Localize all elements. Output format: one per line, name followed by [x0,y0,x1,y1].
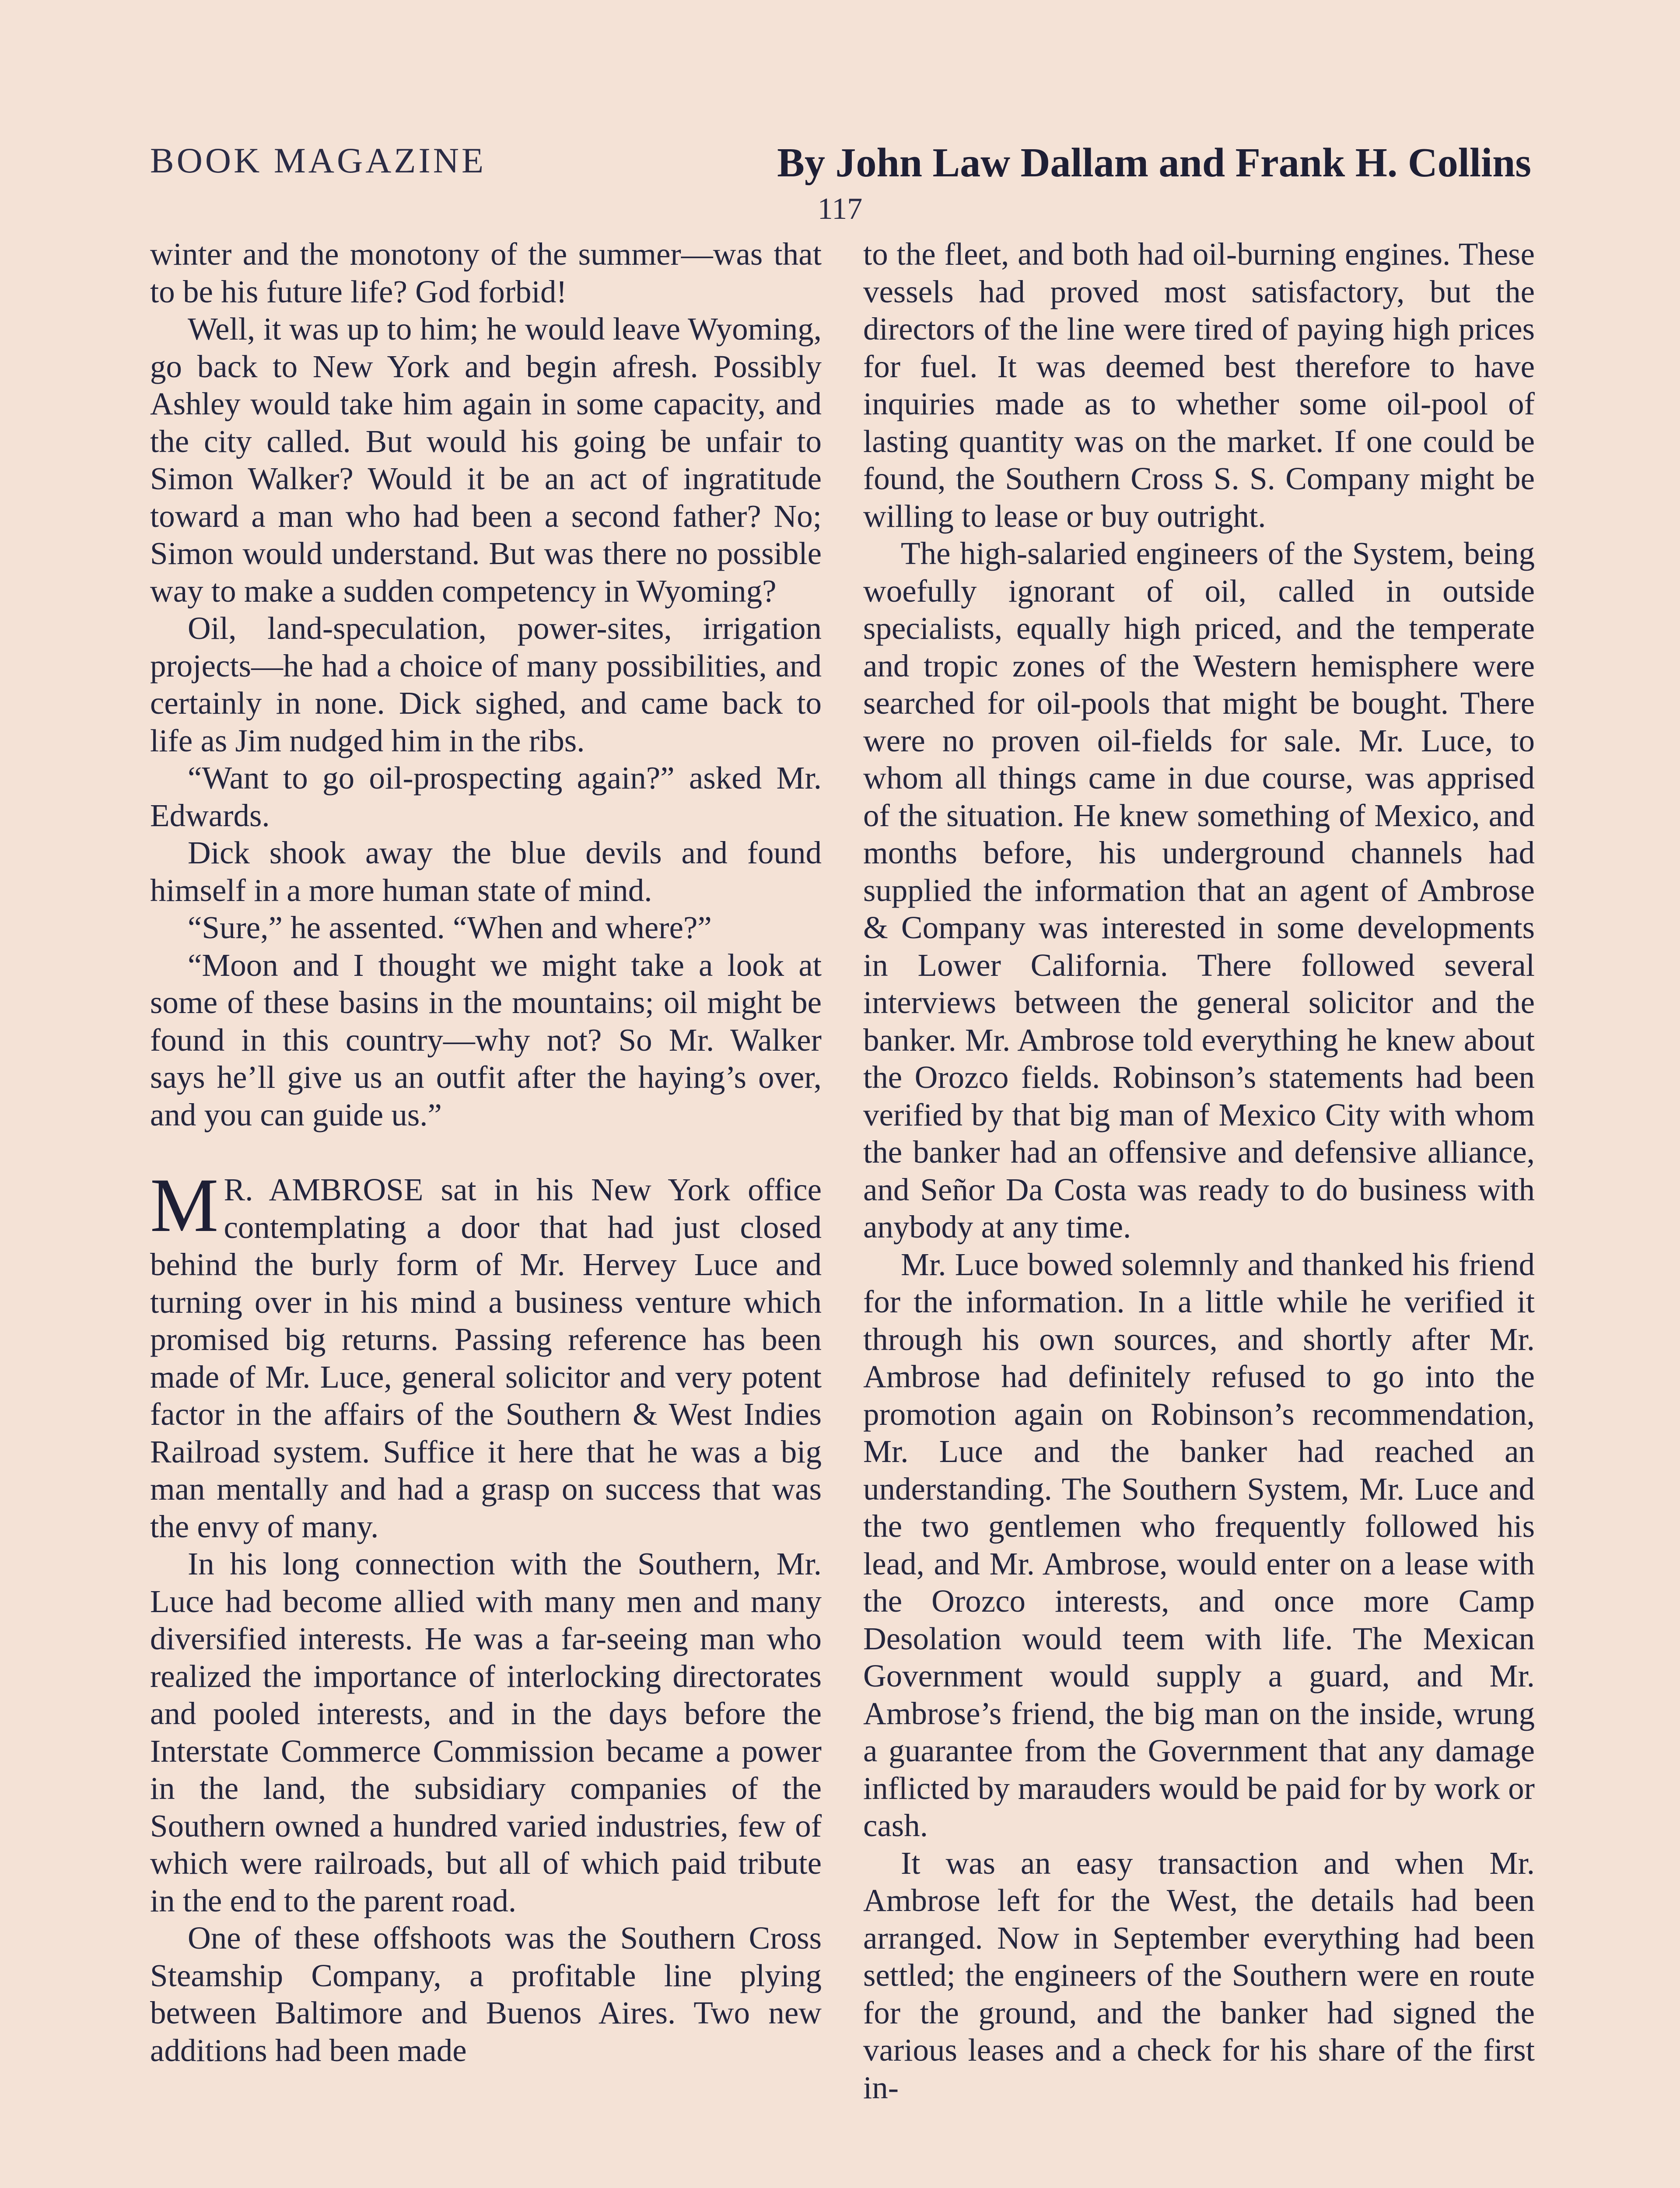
paragraph: to the fleet, and both had oil-burning engines. These vessels had proved most satisfactory, but the directors of the line were tired of paying high prices for fuel. It was deemed best therefore to have inquiries made as to whether some oil-pool of lasting quantity was on the market. If one could be found, the Southern Cross S. S. Company might be willing to lease or buy outright. [863,236,1535,534]
paragraph: It was an easy transaction and when Mr. Ambrose left for the West, the details had been arranged. Now in September everything had been settled; the engineers of the Southern were en route for the ground, and the banker had signed the various leases and a check for his share of the first in- [863,1845,1535,2105]
paragraph: The high-salaried engineers of the System, being woefully ignorant of oil, called in outside specialists, equally high priced, and the temperate and tropic zones of the Western hemisphere were searched for oil-pools that might be bought. There were no proven oil-fields for sale. Mr. Luce, to whom all things came in due course, was apprised of the situation. He knew something of Mexico, and months before, his underground channels had supplied the information that an agent of Ambrose & Company was interested in some developments in Lower California. There followed several interviews between the general solicitor and the banker. Mr. Ambrose told everything he knew about the Orozco fields. Robinson’s statements had been verified by that big man of Mexico City with whom the banker had an offensive and defensive alliance, and Señor Da Costa was ready to do business with anybody at any time. [863,536,1535,1245]
paragraph: Dick shook away the blue devils and found himself in a more human state of mind. [150,835,822,908]
paragraph: “Moon and I thought we might take a look at some of these basins in the mountains; oil might be found in this country—why not? So Mr. Walker says he’ll give us an outfit after the haying’s over, and you can guide us.” [150,947,822,1133]
running-header-publication: BOOK MAGAZINE [150,140,486,180]
paragraph: Mr. Luce bowed solemnly and thanked his friend for the information. In a little while he verified it through his own sources, and shortly after Mr. Ambrose had definitely refused to go into the promotion again on Robinson’s recommendation, Mr. Luce and the banker had reached an understanding. The Southern System, Mr. Luce and the two gentlemen who frequently followed his lead, and Mr. Ambrose, would enter on a lease with the Orozco interests, and once more Camp Desolation would teem with life. The Mexican Government would supply a guard, and Mr. Ambrose’s friend, the big man on the inside, wrung a guarantee from the Government that any damage inflicted by marauders would be paid for by work or cash. [863,1246,1535,1843]
left-column [150,235,822,2069]
paragraph: One of these offshoots was the Southern Cross Steamship Company, a profitable line plying between Baltimore and Buenos Aires. Two new additions had been made [150,1920,822,2068]
paragraph: “Want to go oil-prospecting again?” asked Mr. Edwards. [150,760,822,833]
paragraph: winter and the monotony of the summer—was that to be his future life? God forbid! [150,236,822,309]
drop-cap: M [150,1163,219,1248]
paragraph-text: R. AMBROSE sat in his New York office contemplating a door that had just closed behind the burly form of Mr. Hervey Luce and turning over in his mind a business venture which promised big returns. Passing reference has been made of Mr. Luce, general solicitor and very potent factor in the affairs of the Southern & West Indies Railroad system. Suffice it here that he was a big man mentally and had a grasp on success that was the envy of many. [150,1172,822,1544]
paragraph: Well, it was up to him; he would leave Wyoming, go back to New York and begin afresh. Possibly Ashley would take him again in some capacity, and the city called. But would his going be unfair to Simon Walker? Would it be an act of ingratitude toward a man who had been a second father? No; Simon would understand. But was there no possible way to make a sudden competency in Wyoming? [150,311,822,609]
paragraph: Oil, land-speculation, power-sites, irrigation projects—he had a choice of many possibilities, and certainly in none. Dick sighed, and came back to life as Jim nudged him in the ribs. [150,610,822,758]
paragraph: “Sure,” he assented. “When and where?” [188,910,712,945]
paragraph: In his long connection with the Southern, Mr. Luce had become allied with many men and many diversified interests. He was a far-seeing man who realized the importance of interlocking directorates and pooled interests, and in the days before the Interstate Commerce Commission became a power in the land, the subsidiary companies of the Southern owned a hundred varied industries, few of which were railroads, but all of which paid tribute in the end to the parent road. [150,1546,822,1918]
page-number: 117 [817,192,863,226]
section-opening-paragraph [150,1163,822,1545]
running-header-byline: By John Law Dallam and Frank H. Collins [777,140,1531,186]
right-column [863,235,1535,2106]
